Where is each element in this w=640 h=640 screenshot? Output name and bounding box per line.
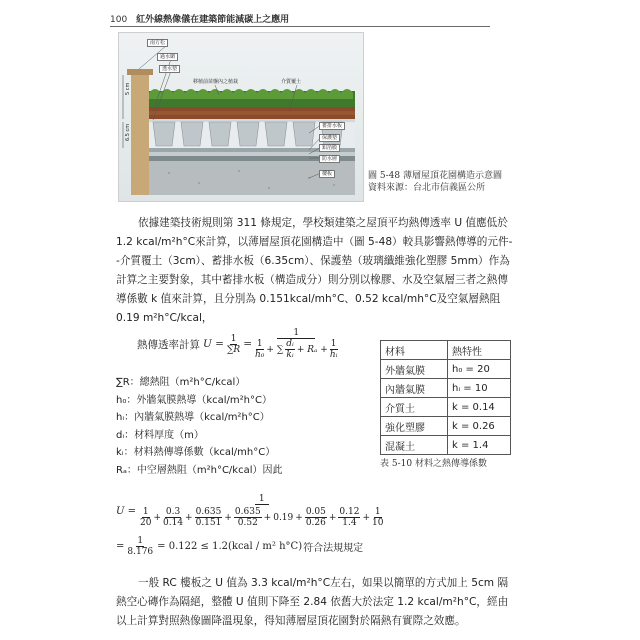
- table-cell: k = 0.26: [448, 417, 511, 436]
- label-native-soil: 南方松: [147, 39, 168, 47]
- term-denominator: 20: [140, 518, 152, 528]
- dim-bottom-label: 6.5 cm: [125, 123, 131, 141]
- calc-term-fraction: [305, 507, 327, 528]
- definition-item: h₀：外牆氣膜熱導（kcal/m²h°C）: [116, 394, 272, 406]
- term-numerator: 0.3: [165, 507, 181, 517]
- term-denominator: 10: [372, 518, 384, 528]
- label-slab: 樓板: [319, 170, 335, 178]
- figure-caption-source: 資料來源：台北市信義區公所: [368, 183, 486, 193]
- term-numerator: 0.12: [339, 507, 360, 517]
- u-calculation: U = 1 $\frac{1}{20}$ + $\frac{0.3}{0.14}$ + $\frac{0.635}{0.151}$ + $\frac{0.635}{0.52}$ + 0.19 + $\frac{0.05}{0.26}$ + $\frac{0.12}{1.4}$ + $\frac{1}{10}$ = $\frac{1}{8.176}$ = 0.122 ≤ 1.2(kcal / m² h°C) 符合法規規定: [116, 494, 384, 557]
- plus-sign: +: [295, 512, 303, 523]
- term-denominator: 0.52: [237, 518, 258, 528]
- paragraph-text: 依據建築技術規則第 311 條規定，學校類建築之屋頂平均熱傳透率 U 值應低於 1.2 kcal/m²h°C來計算，以薄層屋頂花園構造中（圖 5-48）較具影響熱傳導的元件--介質覆土（3cm）、蓄排水板（6.35cm）、保護墊（玻璃纖維強化塑膠 5mm）作為計算之主要對象，其中蓄排水板（構造成分）則分別以橡膠、水及空氣層三者之熱傳導係數 k 值來計算，且分別為 0.151kcal/mh°C、0.52 kcal/mh°C及空氣層熱阻 0.19 m²h°C/kcal，: [116, 217, 513, 324]
- term-numerator: 0.635: [234, 507, 261, 517]
- chapter-title: 紅外線熱像儀在建築節能減碳上之應用: [136, 15, 290, 25]
- plus-sign: +: [362, 512, 370, 523]
- table-cell: k = 0.14: [448, 398, 511, 417]
- term-numerator: 1: [142, 507, 149, 517]
- calc-term-fraction: [140, 507, 151, 528]
- term-numerator: 0.635: [195, 507, 222, 517]
- dim-top-label: 5 cm: [125, 82, 131, 95]
- calc-term: 0.19: [273, 512, 294, 523]
- label-waterproof-layer: 防水層: [319, 155, 340, 163]
- calc-term-fraction: [338, 507, 360, 528]
- result-inequality: = 0.122 ≤ 1.2(kcal / m² h°C): [157, 541, 303, 552]
- result-denominator: 8.176: [127, 547, 154, 557]
- term-denominator: 0.26: [305, 518, 326, 528]
- definition-item: ∑R：總熱阻（m²h°C/kcal）: [116, 377, 246, 388]
- calc-term-fraction: [163, 507, 183, 528]
- term-denominator: 1.4: [342, 518, 357, 528]
- table-cell: 內牆氣膜: [381, 379, 448, 398]
- label-protect-layer: 保護墊: [319, 134, 340, 142]
- definition-item: Rₐ：中空層熱阻（m²h°C/kcal）因此: [116, 464, 283, 476]
- calc-term-fraction: [195, 507, 223, 528]
- symbol-definitions: [116, 374, 366, 479]
- table-cell: 外牆氣膜: [381, 360, 448, 379]
- definition-item: kᵢ：材料熱傳導係數（kcal/mh°C）: [116, 447, 276, 458]
- result-numerator: 1: [137, 536, 144, 546]
- term-numerator: 1: [374, 507, 381, 517]
- term-numerator: 0.05: [305, 507, 326, 517]
- calc-term-fraction: [372, 507, 383, 528]
- plus-sign: +: [328, 512, 337, 523]
- body-paragraph-1: [116, 214, 514, 328]
- label-drain-mat: 透水墊: [159, 65, 180, 73]
- plus-sign: +: [224, 512, 232, 523]
- table-cell: hᵢ = 10: [448, 379, 511, 398]
- figure-caption: [368, 170, 502, 194]
- label-medium-soil: 介質覆土: [281, 79, 302, 85]
- plus-sign: +: [185, 512, 193, 523]
- definition-item: hᵢ：內牆氣膜熱導（kcal/m²h°C）: [116, 412, 270, 423]
- label-waterproof-sheet: 鋁箔膜: [319, 144, 340, 152]
- paragraph-text: 一般 RC 樓板之 U 值為 3.3 kcal/m²h°C左右，如果以簡單的方式加上 5cm 隔熱空心磚作為隔絕，整體 U 值則下降至 2.84 依舊大於法定 1.2 kcal/m²h°C，經由以上計算對照熱像圖降溫現象，得知薄層屋頂花園對於隔熱有實際之效應。: [116, 577, 509, 627]
- definition-item: dᵢ：材料厚度（m）: [116, 429, 204, 441]
- material-table: [380, 340, 511, 455]
- table-cell: k = 1.4: [448, 436, 511, 455]
- term-denominator: 0.151: [195, 518, 222, 528]
- table-cell: 混凝土: [381, 436, 448, 455]
- table-row: [381, 398, 511, 417]
- table-row: [381, 436, 511, 455]
- result-note: 符合法規規定: [303, 543, 364, 554]
- table-header-cell: 熱特性: [448, 341, 511, 360]
- label-storage-board: 蓄排水板: [319, 122, 345, 130]
- table-caption: 表 5-10 材料之熱傳導係數: [380, 459, 487, 469]
- label-plants: 移植前苗盤內之植栽: [193, 79, 239, 85]
- material-table-block: [380, 340, 511, 470]
- calc-denominator: [140, 505, 383, 528]
- calc-numerator: 1: [255, 494, 269, 505]
- calc-u-label: U =: [116, 505, 136, 517]
- header-rule: [110, 26, 490, 27]
- table-header-cell: 材料: [381, 341, 448, 360]
- table-cell: 介質土: [381, 398, 448, 417]
- plus-sign: +: [263, 512, 272, 523]
- table-cell: h₀ = 20: [448, 360, 511, 379]
- figure-caption-title: 圖 5-48 薄層屋頂花園構造示意圖: [368, 171, 502, 181]
- plus-sign: +: [153, 512, 161, 523]
- formula-label: 熱傳透率計算: [137, 338, 200, 351]
- table-row: [381, 360, 511, 379]
- table-header-row: [381, 341, 511, 360]
- term-denominator: 0.14: [163, 518, 184, 528]
- body-paragraph-2: [116, 574, 514, 631]
- calc-term-fraction: [234, 507, 262, 528]
- label-filter-cloth: 過水網: [157, 53, 178, 61]
- running-header: [110, 12, 490, 25]
- table-row: [381, 379, 511, 398]
- u-formula: 熱傳透率計算 U = $\frac{1}{\sum R}$ = 1 $\frac{1}{\text{h₀}}$ + ∑ $\frac{\text{dᵢ}}{\text{kᵢ}}$ + Rₐ + $\frac{1}{\text{hᵢ}}$: [137, 328, 338, 360]
- roof-garden-figure: [118, 32, 364, 202]
- page-number: 100: [110, 15, 128, 25]
- table-row: [381, 417, 511, 436]
- table-cell: 強化塑膠: [381, 417, 448, 436]
